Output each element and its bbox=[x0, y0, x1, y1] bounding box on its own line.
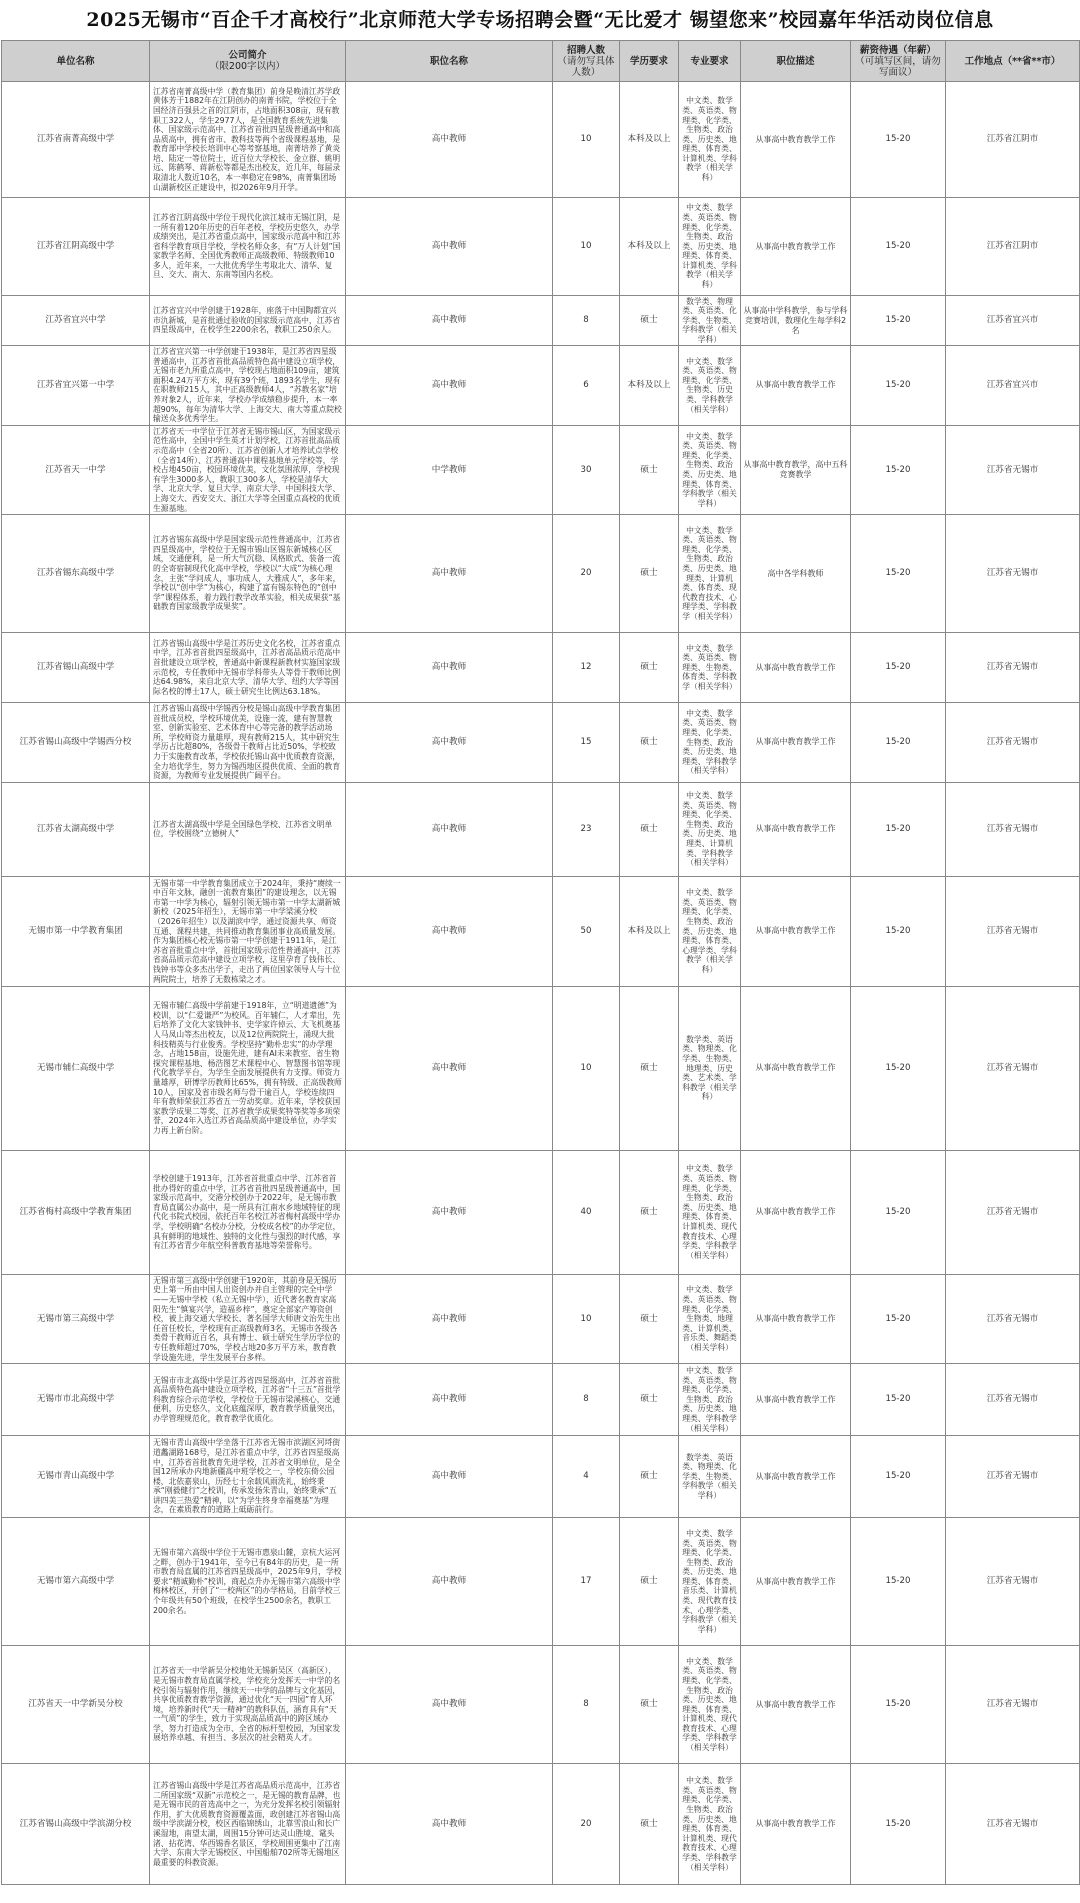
cell-location: 江苏省无锡市 bbox=[946, 1436, 1080, 1518]
cell-position: 高中教师 bbox=[346, 515, 553, 633]
cell-intro: 无锡市市北高级中学是江苏省四星级高中，江苏省首批高品质特色高中建设立项学校，江苏省“十三五”首批学科教育综合示范学校，学校位于无锡市梁溪核心，交通便利，历史悠久，文化底蕴深厚，教育教学质量突出，办学管理规范化，教育教学优质化。 bbox=[150, 1364, 346, 1436]
cell-position: 高中教师 bbox=[346, 782, 553, 876]
cell-intro: 江苏省天一中学位于江苏省无锡市锡山区，为国家级示范性高中，全国中学生英才计划学校，江苏首批高品质示范高中（全省20所）、江苏省创新人才培养试点学校（全省14所）、江苏普通高中课程基地单元学校等，学校占地450亩，校园环境优美，文化氛围浓厚，学校现有学生3000多人，教职工300多人，学校是清华大学、北京大学、复旦大学、南京大学、中国科技大学、上海交大、西安交大、浙江大学等全国重点高校的优质生源基地。 bbox=[150, 425, 346, 514]
table-row bbox=[2, 1364, 1080, 1436]
cell-major: 中文类、数学类、英语类、物理类、化学类、生物类、政治类、历史类、地理类、体育类、计算机类、学科教学（相关学科） bbox=[679, 82, 741, 198]
cell-intro: 江苏省锡山高级中学锡西分校是锡山高级中学教育集团首批成员校，学校环境优美，设施一流，建有智慧教室、创新实验室、艺术体育中心等完备的教学活动场所，学校师资力量雄厚，现有教师215人，其中研究生学历占比超80%，各级骨干教师占比近50%，学校致力于实施教育改革，学校依托锡山高中优质教育资源，全力培优学生，努力为锡西地区提供优质、全面的教育资源，为教师专业发展提供广阔平台。 bbox=[150, 703, 346, 783]
cell-count: 8 bbox=[553, 1364, 620, 1436]
cell-salary: 15-20 bbox=[851, 876, 946, 986]
cell-edu: 硕士 bbox=[620, 1274, 679, 1363]
cell-desc: 从事高中教育教学工作 bbox=[741, 82, 851, 198]
cell-intro: 学校创建于1913年，江苏省首批重点中学、江苏省首批办得好的重点中学，江苏省首批四星级普通高中，国家级示范高中，交港分校创办于2022年，是无锡市教育局直属公办高中，是一所具有江南水乡地域特征的现代化书院式校园，依托百年名校江苏省梅村高级中学办学，学校明确“名校办分校，分校成名校”的办学定位，具有鲜明的地域性、独特的文化性与强烈的时代感，享有江苏省青少年航空科普教育基地等荣誉称号。 bbox=[150, 1150, 346, 1274]
cell-edu: 硕士 bbox=[620, 515, 679, 633]
table-row bbox=[2, 425, 1080, 514]
cell-position: 高中教师 bbox=[346, 1274, 553, 1363]
cell-position: 高中教师 bbox=[346, 1364, 553, 1436]
table-row bbox=[2, 296, 1080, 346]
table-row bbox=[2, 876, 1080, 986]
cell-desc: 从事高中教育教学工作 bbox=[741, 986, 851, 1150]
cell-salary: 15-20 bbox=[851, 1764, 946, 1885]
cell-unit: 江苏省天一中学 bbox=[2, 425, 150, 514]
cell-position: 高中教师 bbox=[346, 876, 553, 986]
cell-intro: 江苏省天一中学新吴分校地处无锡新吴区（高新区），是无锡市教育局直属学校，学校充分发挥天一中学的名校引领与辐射作用，继续天一中学的品牌与文化基因，共享优质教育教学资源，通过优化“天一四园”育人环境，培养新时代“天一精神”的教科队伍，涵育具有“天一气质”的学生，致力于实现高品质高中的跨区域办学，努力打造成为全市、全省的标杆型校园，为国家发展培养卓越、有担当、多层次的社会精英人才。 bbox=[150, 1646, 346, 1764]
cell-location: 江苏省无锡市 bbox=[946, 1274, 1080, 1363]
table-row bbox=[2, 1518, 1080, 1646]
table-row bbox=[2, 1646, 1080, 1764]
cell-location: 江苏省江阴市 bbox=[946, 198, 1080, 296]
cell-location: 江苏省无锡市 bbox=[946, 1150, 1080, 1274]
col-header-edu: 学历要求 bbox=[620, 41, 679, 82]
cell-count: 6 bbox=[553, 346, 620, 426]
cell-edu: 硕士 bbox=[620, 1364, 679, 1436]
cell-unit: 江苏省锡山高级中学锡西分校 bbox=[2, 703, 150, 783]
col-header-desc: 职位描述 bbox=[741, 41, 851, 82]
cell-count: 20 bbox=[553, 515, 620, 633]
cell-edu: 硕士 bbox=[620, 425, 679, 514]
cell-unit: 江苏省宜兴中学 bbox=[2, 296, 150, 346]
cell-intro: 江苏省宜兴中学创建于1928年，座落于中国陶都宜兴市氿新城，是首批通过验收的国家级示范高中，江苏省四星级高中，在校学生2200余名，教职工250余人。 bbox=[150, 296, 346, 346]
cell-location: 江苏省无锡市 bbox=[946, 515, 1080, 633]
cell-intro: 无锡市辅仁高级中学前建于1918年，立“明道遗德”为校训，以“仁爱谦严”为校风。百年辅仁，人才辈出，先后培养了文化大家钱钟书、史学家许倬云、大飞机奠基人马凤山等杰出校友，以及12位两院院士，涌现大批科技精英与行业俊秀。学校坚持“勤朴忠实”的办学理念，占地158亩，设施先进，建有AI未来教室、省生物探究课程基地、杨浩图艺术课程中心、智慧图书馆等现代化教学平台，为学生全面发展提供有力支撑。师资力量雄厚，研博学历教师比65%，拥有特级、正高级教师10人，国家及省市级名师与骨干逾百人，学校连续四年有教师荣获江苏省五一劳动奖章。近年来，学校获国家教学成果二等奖、江苏省教学成果奖特等奖等多项荣誉，2024年入选江苏省高品质高中建设单位，办学实力再上新台阶。 bbox=[150, 986, 346, 1150]
cell-intro: 无锡市第六高级中学位于无锡市惠泉山麓，京杭大运河之畔，创办于1941年，至今已有84年的历史，是一所市教育局直属的江苏省四星级高中，2025年9月，学校要求“精诚勤朴”校训，商起点升办无锡市第六高级中学梅林校区，开创了“一校两区”的办学格局，目前学校三个年级共有50个班级，在校学生2500余名，教职工200余名。 bbox=[150, 1518, 346, 1646]
cell-unit: 江苏省江阴高级中学 bbox=[2, 198, 150, 296]
cell-major: 中文类、数学类、英语类、物理类、化学类、生物类、政治类、历史类、地理类、体育类、计算机类、现代教育技术、心理学类、学科教学（相关学科） bbox=[679, 1646, 741, 1764]
cell-major: 中文类、数学类、英语类、物理类、化学类、生物类、政治类、历史类、地理类、体育类、计算机类、现代教育技术、心理学类、学科教学（相关学科） bbox=[679, 1764, 741, 1885]
cell-major: 中文类、数学类、英语类、物理类、化学类、生物类、政治类、历史类、地理类、体育类、音乐类、计算机类、现代教育技术、心理学类、学科教学（相关学科） bbox=[679, 1518, 741, 1646]
cell-major: 中文类、数学类、英语类、物理类、化学类、生物类、政治类、历史类、地理类、体育类、计算机类、学科教学（相关学科） bbox=[679, 198, 741, 296]
cell-unit: 江苏省宜兴第一中学 bbox=[2, 346, 150, 426]
cell-location: 江苏省宜兴市 bbox=[946, 346, 1080, 426]
cell-position: 高中教师 bbox=[346, 1518, 553, 1646]
cell-edu: 硕士 bbox=[620, 703, 679, 783]
cell-major: 数学类、物理类、英语类、化学类、生物类、学科教学（相关学科） bbox=[679, 296, 741, 346]
cell-salary: 15-20 bbox=[851, 1436, 946, 1518]
cell-salary: 15-20 bbox=[851, 198, 946, 296]
table-row bbox=[2, 782, 1080, 876]
cell-major: 中文类、数学类、英语类、物理类、化学类、生物类、政治类、历史类、地理类、体育类、计算机类、现代教育技术、心理学类、学科教学（相关学科） bbox=[679, 1150, 741, 1274]
col-header-major: 专业要求 bbox=[679, 41, 741, 82]
cell-count: 50 bbox=[553, 876, 620, 986]
cell-position: 高中教师 bbox=[346, 633, 553, 703]
cell-salary: 15-20 bbox=[851, 82, 946, 198]
cell-desc: 高中各学科教师 bbox=[741, 515, 851, 633]
cell-count: 15 bbox=[553, 703, 620, 783]
cell-unit: 无锡市第六高级中学 bbox=[2, 1518, 150, 1646]
cell-edu: 硕士 bbox=[620, 782, 679, 876]
cell-major: 中文类、数学类、英语类、物理类、化学类、生物类、政治类、历史类、地理类、学科教学（相关学科） bbox=[679, 703, 741, 783]
cell-location: 江苏省无锡市 bbox=[946, 1764, 1080, 1885]
cell-unit: 江苏省锡东高级中学 bbox=[2, 515, 150, 633]
cell-position: 高中教师 bbox=[346, 1764, 553, 1885]
cell-unit: 江苏省锡山高级中学 bbox=[2, 633, 150, 703]
cell-intro: 江苏省南菁高级中学（教育集团）前身是晚清江苏学政黄体芳于1882年在江阴创办的南菁书院，学校位于全国经济百强县之首的江阴市，占地面积308亩，现有教职工322人，学生2977人，是全国教育系统先进集体、国家级示范高中、江苏省首批四星级普通高中和高品质高中，拥有省市、教科技等两个省级课程基地，是教育部中学校长培训中心等考察基地，南菁培养了黄炎培、陆定一等位院士，近百位大学校长、金立群、姚明远、陈鹤琴、蒋新松等都是杰出校友，近几年，每届录取清北人数近10名，本一率稳定在98%，南菁集团场山湖新校区正建设中，拟2026年9月开学。 bbox=[150, 82, 346, 198]
cell-desc: 从事高中教育教学工作 bbox=[741, 198, 851, 296]
cell-position: 高中教师 bbox=[346, 986, 553, 1150]
col-header-intro: 公司简介 （限200字以内） bbox=[150, 41, 346, 82]
table-row bbox=[2, 1764, 1080, 1885]
cell-salary: 15-20 bbox=[851, 515, 946, 633]
cell-location: 江苏省宜兴市 bbox=[946, 296, 1080, 346]
cell-count: 40 bbox=[553, 1150, 620, 1274]
cell-desc: 从事高中教育教学工作 bbox=[741, 1364, 851, 1436]
table-row bbox=[2, 703, 1080, 783]
cell-edu: 本科及以上 bbox=[620, 876, 679, 986]
table-row bbox=[2, 346, 1080, 426]
cell-position: 高中教师 bbox=[346, 1150, 553, 1274]
col-header-count: 招聘人数 （请勿写具体人数） bbox=[553, 41, 620, 82]
cell-edu: 本科及以上 bbox=[620, 346, 679, 426]
cell-unit: 无锡市市北高级中学 bbox=[2, 1364, 150, 1436]
cell-salary: 15-20 bbox=[851, 425, 946, 514]
cell-edu: 硕士 bbox=[620, 296, 679, 346]
cell-intro: 江苏省锡山高级中学是江苏省高品质示范高中，江苏省二所国家级“双新”示范校之一，是无锡的教育品牌，也是无锡市民的首选高中之一，为充分发挥名校引领辐射作用，扩大优质教育资源覆盖面，政创建江苏省锡山高级中学滨湖分校，校区西临锦绣山，北靠雪浪山和长广溪湿地，南望太湖，周围15分钟可达灵山胜境、鼋头渚、拈花湾、华西锡香名景区，学校周围更集中了江南大学、东南大学无锡校区、中国船舶702所等无锡地区最重要的科教资源。 bbox=[150, 1764, 346, 1885]
cell-location: 江苏省无锡市 bbox=[946, 1518, 1080, 1646]
cell-major: 中文类、数学类、英语类、物理类、化学类、生物类、地理类、计算机类、音乐类、舞蹈类（相关学科） bbox=[679, 1274, 741, 1363]
cell-major: 中文类、数学类、英语类、物理类、化学类、生物类、政治类、历史类、地理类、体育类、学科教学（相关学科） bbox=[679, 425, 741, 514]
cell-intro: 江苏省江阴高级中学位于现代化滨江城市无锡江阴，是一所有着120年历史的百年老校，学校历史悠久，办学成绩突出，是江苏省重点高中，国家级示范高中和江苏省科学教育项目学校，学校名师众多，有“万人计划”国家教学名师、全国优秀教师正高级教师、特级教师10多人，近年来，一大批优秀学生考取北大、清华、复旦、交大、南大、东南等国内名校。 bbox=[150, 198, 346, 296]
cell-major: 中文类、数学类、英语类、物理类、化学类、生物类、政治类、历史类、地理类、计算机类、学科教学（相关学科） bbox=[679, 782, 741, 876]
page-title: 2025无锡市“百企千才高校行”北京师范大学专场招聘会暨“无比爱才 锡望您来”校园嘉年华活动岗位信息 bbox=[86, 9, 994, 31]
cell-count: 30 bbox=[553, 425, 620, 514]
table-row bbox=[2, 633, 1080, 703]
cell-count: 17 bbox=[553, 1518, 620, 1646]
cell-unit: 无锡市第三高级中学 bbox=[2, 1274, 150, 1363]
cell-position: 高中教师 bbox=[346, 198, 553, 296]
cell-desc: 从事高中学科教学，参与学科竞赛培训，数理化生每学科2名 bbox=[741, 296, 851, 346]
cell-major: 中文类、数学类、英语类、物理类、化学类、生物类、政治类、历史类、地理类、计算机类、体育类、现代教育技术、心理学类、学科教学（相关学科） bbox=[679, 515, 741, 633]
cell-desc: 从事高中教育教学，高中五科竞赛教学 bbox=[741, 425, 851, 514]
cell-salary: 15-20 bbox=[851, 703, 946, 783]
cell-count: 10 bbox=[553, 986, 620, 1150]
cell-salary: 15-20 bbox=[851, 1274, 946, 1363]
cell-position: 高中教师 bbox=[346, 703, 553, 783]
col-header-unit: 单位名称 bbox=[2, 41, 150, 82]
cell-location: 江苏省无锡市 bbox=[946, 782, 1080, 876]
cell-count: 12 bbox=[553, 633, 620, 703]
cell-count: 8 bbox=[553, 296, 620, 346]
cell-desc: 从事高中教育教学工作 bbox=[741, 1764, 851, 1885]
table-row bbox=[2, 986, 1080, 1150]
cell-location: 江苏省江阴市 bbox=[946, 82, 1080, 198]
table-row bbox=[2, 82, 1080, 198]
cell-major: 数学类、英语类、物理类、化学类、生物类、学科教学（相关学科） bbox=[679, 1436, 741, 1518]
cell-desc: 从事高中教育教学工作 bbox=[741, 1150, 851, 1274]
cell-desc: 从事高中教育教学工作 bbox=[741, 633, 851, 703]
cell-location: 江苏省无锡市 bbox=[946, 633, 1080, 703]
cell-location: 江苏省无锡市 bbox=[946, 1364, 1080, 1436]
cell-edu: 硕士 bbox=[620, 633, 679, 703]
job-table bbox=[1, 40, 1080, 1885]
cell-salary: 15-20 bbox=[851, 1518, 946, 1646]
cell-edu: 硕士 bbox=[620, 1646, 679, 1764]
cell-count: 23 bbox=[553, 782, 620, 876]
cell-position: 中学教师 bbox=[346, 425, 553, 514]
cell-salary: 15-20 bbox=[851, 633, 946, 703]
col-header-position: 职位名称 bbox=[346, 41, 553, 82]
cell-desc: 从事高中教育教学工作 bbox=[741, 1646, 851, 1764]
cell-unit: 无锡市青山高级中学 bbox=[2, 1436, 150, 1518]
cell-salary: 15-20 bbox=[851, 346, 946, 426]
cell-intro: 江苏省锡山高级中学是江苏历史文化名校，江苏省重点中学，江苏省首批四星级高中，江苏省高品质示范高中首批建设立项学校，普通高中新课程新教材实施国家级示范校，专任教师中无锡市学科带头人等骨干教师比例达64.98%，来自北京大学、清华大学、纽约大学等国际名校的博士17人，硕士研究生比例达63.18%。 bbox=[150, 633, 346, 703]
header-row bbox=[2, 41, 1080, 82]
cell-count: 10 bbox=[553, 1274, 620, 1363]
cell-count: 4 bbox=[553, 1436, 620, 1518]
cell-count: 10 bbox=[553, 198, 620, 296]
cell-location: 江苏省无锡市 bbox=[946, 425, 1080, 514]
table-row bbox=[2, 515, 1080, 633]
cell-salary: 15-20 bbox=[851, 986, 946, 1150]
cell-position: 高中教师 bbox=[346, 1436, 553, 1518]
cell-edu: 硕士 bbox=[620, 1518, 679, 1646]
cell-count: 10 bbox=[553, 82, 620, 198]
cell-count: 8 bbox=[553, 1646, 620, 1764]
cell-location: 江苏省无锡市 bbox=[946, 703, 1080, 783]
cell-position: 高中教师 bbox=[346, 1646, 553, 1764]
col-header-location: 工作地点（**省**市） bbox=[946, 41, 1080, 82]
cell-unit: 江苏省太湖高级中学 bbox=[2, 782, 150, 876]
cell-major: 中文类、数学类、英语类、物理类、化学类、生物类、历史类、学科教学（相关学科） bbox=[679, 346, 741, 426]
cell-edu: 本科及以上 bbox=[620, 82, 679, 198]
cell-edu: 硕士 bbox=[620, 1150, 679, 1274]
cell-position: 高中教师 bbox=[346, 296, 553, 346]
cell-intro: 江苏省锡东高级中学是国家级示范性普通高中，江苏省四星级高中，学校位于无锡市锡山区锡东新城核心区域，交通便利，是一所大气沉稳、风格欧式、装备一流的全寄宿制现代化高中学校，学校以“大成”为核心理念，主张“学问成人，事功成人，大雅成人”，多年来，学校以“创中学”为核心，构建了富有锡东特色的“创中学”课程体系，着力践行教学改革实验，相关成果获“基础教育国家级教学成果奖”。 bbox=[150, 515, 346, 633]
cell-major: 数学类、英语类、物理类、化学类、生物类、地理类、历史类、艺术类、学科教学（相关学科） bbox=[679, 986, 741, 1150]
cell-location: 江苏省无锡市 bbox=[946, 876, 1080, 986]
cell-intro: 无锡市第一中学教育集团成立于2024年，秉持“赓续一中百年文脉，融创一流教育集团”的建设理念，以无锡市第一中学为核心，辐射引领无锡市第一中学太湖新城新校（2025年招生），无锡市第一中学梁溪分校（2026年招生）以及湖滨中学，通过资源共享、师资互通、课程共建，共同推动教育集团事业高质量发展。作为集团核心校无锡市第一中学创建于1911年，是江苏省首批重点中学，首批国家级示范性普通高中，江苏省高品质示范高中建设立项学校，这里孕育了钱伟长、钱钟书等众多杰出学子，走出了两位国家领导人与十位两院院士，培养了无数栋梁之才。 bbox=[150, 876, 346, 986]
cell-intro: 江苏省太湖高级中学是全国绿色学校、江苏省文明单位，学校围绕“立德树人” bbox=[150, 782, 346, 876]
cell-position: 高中教师 bbox=[346, 346, 553, 426]
cell-intro: 无锡市第三高级中学创建于1920年，其前身是无锡历史上第一所由中国人出资创办并自主管理的完全中学——无锡中学校（私立无锡中学），近代著名教育家高阳先生“慎宴兴学，造福乡梓”，奠定全部家产筹资创校，被上海交通大学校长、著名国学大师唐文治先生出任首任校长，学校现有正高级教师3名，无锡市各级各类骨干教师近百名，具有博士、硕士研究生学历学位的专任教师超过70%，学校占地20多万平方米，教育教学设施先进，学生发展平台多样。 bbox=[150, 1274, 346, 1363]
cell-major: 中文类、数学类、英语类、物理类、化学类、生物类、政治类、历史类、地理类、体育类、心理学类、学科教学（相关学科） bbox=[679, 876, 741, 986]
cell-count: 20 bbox=[553, 1764, 620, 1885]
cell-desc: 从事高中教育教学工作 bbox=[741, 346, 851, 426]
cell-unit: 江苏省梅村高级中学教育集团 bbox=[2, 1150, 150, 1274]
cell-salary: 15-20 bbox=[851, 1364, 946, 1436]
cell-unit: 江苏省南菁高级中学 bbox=[2, 82, 150, 198]
table-row bbox=[2, 1150, 1080, 1274]
cell-edu: 硕士 bbox=[620, 1764, 679, 1885]
cell-salary: 15-20 bbox=[851, 1646, 946, 1764]
cell-unit: 江苏省锡山高级中学滨湖分校 bbox=[2, 1764, 150, 1885]
cell-desc: 从事高中教育教学工作 bbox=[741, 703, 851, 783]
cell-desc: 从事高中教育教学工作 bbox=[741, 1518, 851, 1646]
cell-desc: 从事高中教育教学工作 bbox=[741, 1274, 851, 1363]
cell-unit: 江苏省天一中学新吴分校 bbox=[2, 1646, 150, 1764]
cell-edu: 本科及以上 bbox=[620, 198, 679, 296]
table-row bbox=[2, 1274, 1080, 1363]
cell-position: 高中教师 bbox=[346, 82, 553, 198]
cell-salary: 15-20 bbox=[851, 1150, 946, 1274]
cell-desc: 从事高中教育教学工作 bbox=[741, 876, 851, 986]
cell-salary: 15-20 bbox=[851, 782, 946, 876]
cell-unit: 无锡市第一中学教育集团 bbox=[2, 876, 150, 986]
cell-desc: 从事高中教育教学工作 bbox=[741, 1436, 851, 1518]
cell-salary: 15-20 bbox=[851, 296, 946, 346]
col-header-salary: 薪资待遇（年薪） （可填写区间，请勿写面议） bbox=[851, 41, 946, 82]
cell-major: 中文类、数学类、英语类、物理类、化学类、生物类、政治类、历史类、地理类、学科教学（相关学科） bbox=[679, 1364, 741, 1436]
table-row bbox=[2, 1436, 1080, 1518]
cell-location: 江苏省无锡市 bbox=[946, 986, 1080, 1150]
cell-unit: 无锡市辅仁高级中学 bbox=[2, 986, 150, 1150]
table-row bbox=[2, 198, 1080, 296]
cell-edu: 硕士 bbox=[620, 1436, 679, 1518]
cell-desc: 从事高中教育教学工作 bbox=[741, 782, 851, 876]
cell-intro: 江苏省宜兴第一中学创建于1938年，是江苏省四星级普通高中，江苏省首批高品质特色高中建设立项学校，无锡市老九所重点高中，学校现占地面积109亩，建筑面积4.24万平方米，现有39个班，1893名学生，现有在职教师215人，其中正高级教师4人，“苏教名家”培养对象2人，近年来，学校办学成绩稳步提升，本一率超90%，每年为清华大学、上海交大、南大等重点院校输送众多优秀学生。 bbox=[150, 346, 346, 426]
cell-location: 江苏省无锡市 bbox=[946, 1646, 1080, 1764]
cell-major: 中文类、数学类、英语类、物理类、生物类、体育类、学科教学（相关学科） bbox=[679, 633, 741, 703]
cell-intro: 无锡市青山高级中学坐落于江苏省无锡市滨湖区河埒街道蠡湖路168号，是江苏省重点中学，江苏省四星级高中，江苏省首批教育先进学校，江苏省文明单位，是全国12所承办内地新疆高中班学校之一，学校东倚公园楼，北依嘉泉山，历经七十余载风雨洗礼，始终秉承“刚毅健行”之校训，传承发扬朱青山，始终秉承“五讲四美三热爱”精神，以“为学生终身幸福奠基”为理念，在素质教育的道路上砥砺前行。 bbox=[150, 1436, 346, 1518]
cell-edu: 硕士 bbox=[620, 986, 679, 1150]
